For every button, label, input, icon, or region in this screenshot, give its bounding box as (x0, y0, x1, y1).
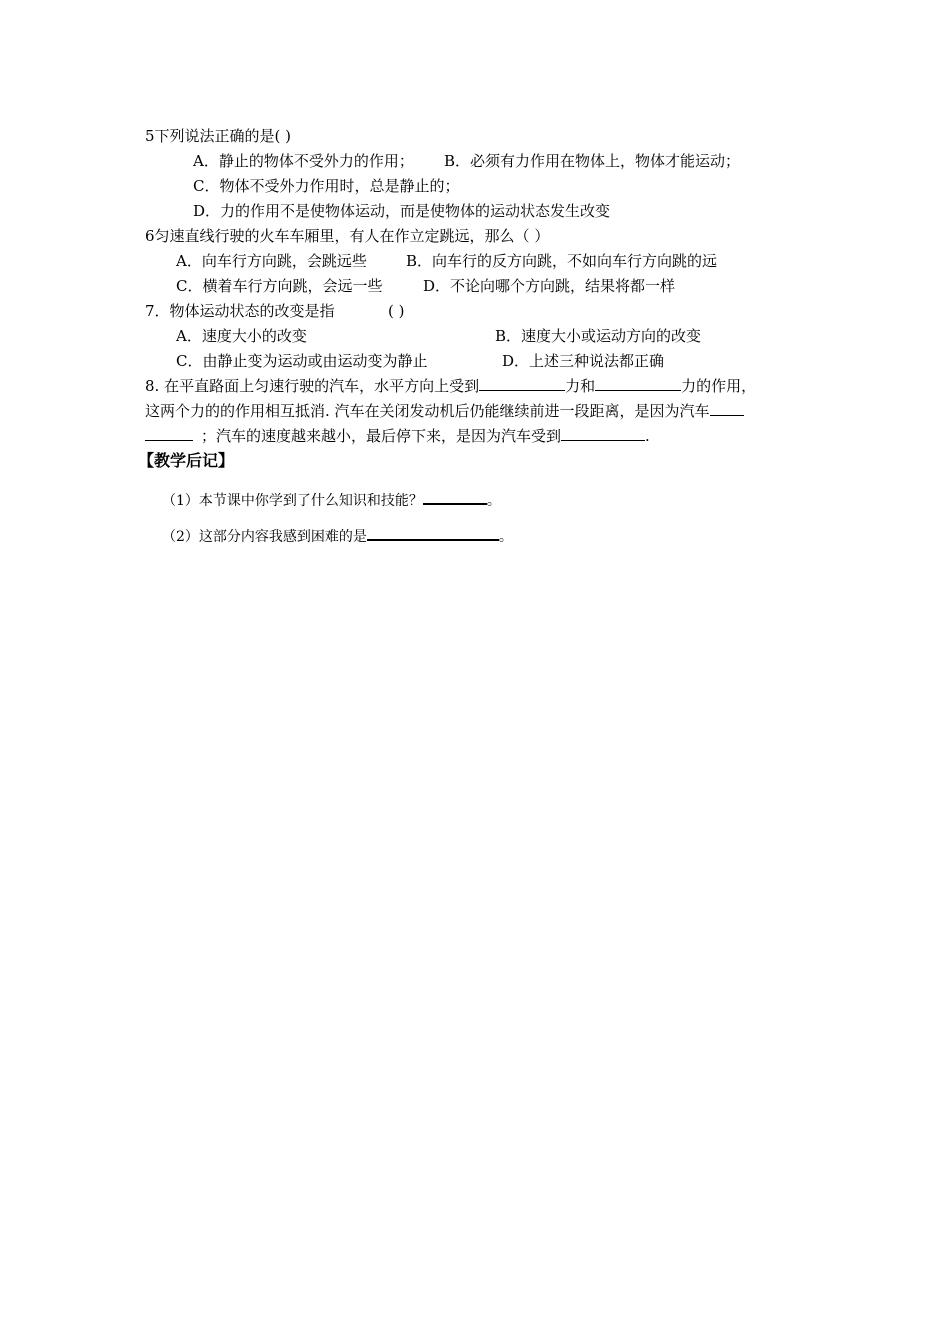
q7-option-b: B．速度大小或运动方向的改变 (495, 327, 702, 345)
q8-line2 (145, 401, 744, 421)
q8-line1 (145, 376, 756, 396)
q5-stem: 5下列说法正确的是( ) (145, 127, 292, 145)
q8-blank-4[interactable] (561, 426, 645, 441)
reflection-heading: 【教学后记】 (138, 451, 235, 470)
q5-option-c: C．物体不受外力作用时，总是静止的； (193, 177, 460, 195)
q7-option-c: C．由静止变为运动或由运动变为静止 (176, 352, 428, 370)
reflection-blank-2[interactable] (367, 525, 499, 541)
q6-option-b: B．向车行的反方向跳，不如向车行方向跳的远 (406, 252, 718, 270)
q6-option-c: C．横着车行方向跳，会远一些 (176, 277, 383, 295)
q8-text-1a: 8. 在平直路面上匀速行驶的汽车，水平方向上受到 (145, 377, 480, 395)
q8-text-1b: 力和 (565, 377, 596, 395)
q5-option-a: A．静止的物体不受外力的作用； (193, 152, 414, 170)
reflection-item-2-end: 。 (498, 529, 513, 545)
q5-option-b: B．必须有力作用在物体上，物体才能运动； (444, 152, 741, 170)
reflection-item-1-end: 。 (486, 493, 501, 509)
q6-stem: 6匀速直线行驶的火车车厢里，有人在作立定跳远，那么（ ） (145, 227, 550, 245)
q7-option-a: A．速度大小的改变 (176, 327, 307, 345)
q6-option-d: D．不论向哪个方向跳，结果将都一样 (423, 277, 676, 295)
q8-text-2: 这两个力的的作用相互抵消. 汽车在关闭发动机后仍能继续前进一段距离，是因为汽车 (145, 402, 710, 420)
q7-option-d: D．上述三种说法都正确 (502, 352, 665, 370)
q8-text-3a: ；汽车的速度越来越小，最后停下来，是因为汽车受到 (201, 427, 562, 445)
q8-text-3b: . (645, 427, 650, 445)
reflection-item-2 (162, 525, 513, 547)
q8-blank-3b[interactable] (145, 426, 193, 441)
q8-blank-3a[interactable] (710, 401, 744, 416)
q8-line3 (145, 426, 650, 446)
q7-answer-paren: ( ) (388, 302, 405, 320)
reflection-item-2-text: （2）这部分内容我感到困难的是 (162, 529, 367, 545)
q8-text-1c: 力的作用， (681, 377, 757, 395)
q8-blank-2[interactable] (595, 376, 681, 391)
q7-stem: 7．物体运动状态的改变是指 (145, 302, 335, 320)
q5-option-d: D．力的作用不是使物体运动，而是使物体的运动状态发生改变 (193, 202, 611, 220)
reflection-blank-1[interactable] (423, 489, 487, 505)
q8-blank-1[interactable] (479, 376, 565, 391)
q6-option-a: A．向车行方向跳，会跳远些 (176, 252, 367, 270)
reflection-item-1-text: （1）本节课中你学到了什么知识和技能？ (162, 493, 423, 509)
reflection-item-1 (162, 489, 501, 511)
